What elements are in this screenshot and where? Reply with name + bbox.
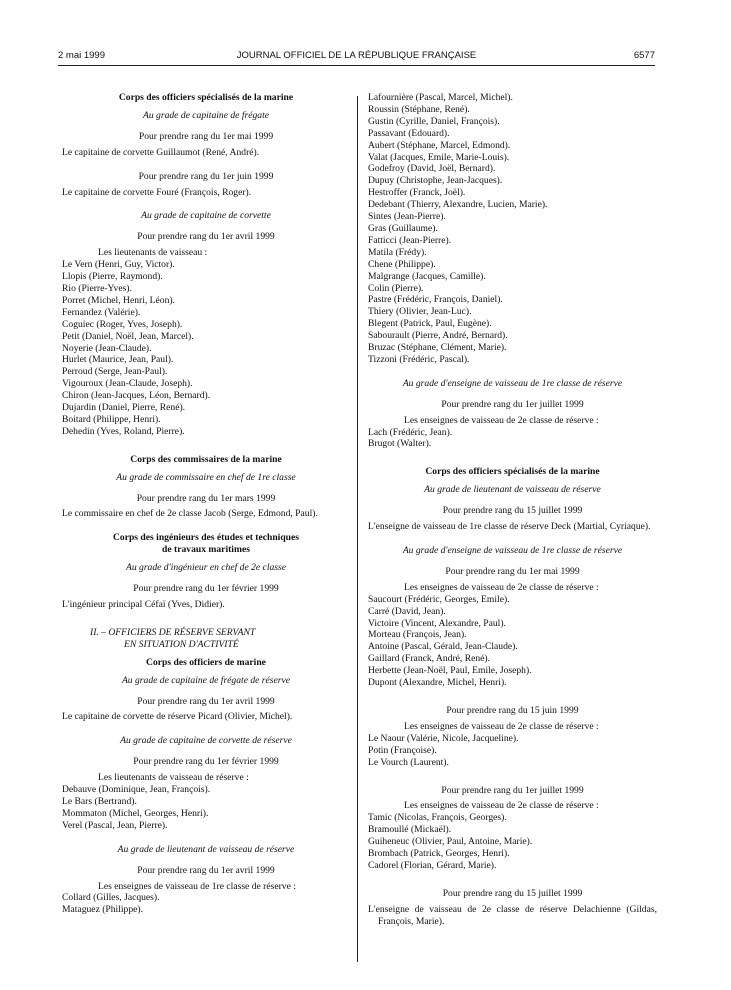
list-item: Matila (Frédy).	[368, 246, 427, 258]
section-heading: Corps des officiers de marine	[146, 656, 266, 668]
list-intro: Les enseignes de vaisseau de 2e classe de réserve :	[404, 720, 599, 732]
rank-date: Pour prendre rang du 1er juillet 1999	[441, 784, 584, 796]
list-item: Sabourault (Pierre, André, Bernard).	[368, 330, 508, 342]
rank-date: Pour prendre rang du 1er mai 1999	[445, 565, 580, 577]
list-item: Porret (Michel, Henri, Léon).	[62, 294, 175, 306]
list-item: Dupont (Alexandre, Michel, Henri).	[368, 677, 507, 689]
list-item: Coguiec (Roger, Yves, Joseph).	[62, 318, 183, 330]
list-item: Lafournière (Pascal, Marcel, Michel).	[368, 92, 513, 103]
rank-date: Pour prendre rang du 15 juillet 1999	[442, 505, 583, 517]
list-item: Thiery (Olivier, Jean-Luc).	[368, 306, 472, 318]
list-item: Boitard (Philippe, Henri).	[62, 413, 161, 425]
list-item: Passavant (Edouard).	[368, 127, 450, 139]
rank-date: Pour prendre rang du 15 juin 1999	[446, 704, 579, 716]
list-intro: Les enseignes de vaisseau de 2e classe de réserve :	[404, 800, 599, 812]
list-item: Valat (Jacques, Emile, Marie-Louis).	[368, 151, 510, 163]
list-item: Blegent (Patrick, Paul, Eugène).	[368, 318, 492, 330]
list-item: Verel (Pascal, Jean, Pierre).	[62, 819, 168, 831]
grade-subheading: Au grade d'enseigne de vaisseau de 1re classe de réserve	[402, 377, 623, 389]
rank-date: Pour prendre rang du 1er avril 1999	[137, 864, 275, 876]
list-item: Morteau (François, Jean).	[368, 629, 467, 641]
name-list	[368, 427, 657, 451]
header-rule	[58, 65, 655, 66]
list-item: Bruzac (Stéphane, Clément, Marie).	[368, 342, 507, 354]
list-item: Brombach (Patrick, Georges, Henri).	[368, 848, 510, 860]
list-item: Gaillard (Franck, André, René).	[368, 653, 491, 665]
list-item: Le Naour (Valérie, Nicole, Jacqueline).	[368, 732, 519, 744]
list-intro: Les lieutenants de vaisseau de réserve :	[98, 772, 249, 784]
list-item: Brugot (Walter).	[368, 438, 432, 450]
rank-date: Pour prendre rang du 1er mai 1999	[138, 130, 274, 142]
name-list	[368, 812, 657, 872]
grade-subheading: Au grade de capitaine de frégate	[142, 109, 270, 121]
grade-subheading: Au grade de lieutenant de vaisseau de réserve	[424, 484, 601, 496]
list-item: Malgrange (Jacques, Camille).	[368, 270, 486, 282]
grade-subheading: Au grade de commissaire en chef de 1re classe	[116, 471, 296, 483]
appointment-text: L'ingénieur principal Céfaï (Yves, Didier).	[62, 599, 225, 610]
name-list	[368, 733, 657, 769]
list-item: Herbette (Jean-Noël, Paul, Emile, Joseph).	[368, 665, 532, 677]
appointment-text: Le capitaine de corvette Guillaumot (René, André).	[62, 146, 260, 158]
list-item: Victoire (Vincent, Alexandre, Paul).	[368, 617, 506, 629]
list-item: Potin (Françoise).	[368, 744, 437, 756]
list-item: Gustin (Cyrille, Daniel, François).	[368, 115, 500, 127]
rank-date: Pour prendre rang du 1er juillet 1999	[441, 398, 584, 410]
list-item: Dujardin (Daniel, Pierre, René).	[62, 402, 186, 414]
list-item: Debauve (Dominique, Jean, François).	[62, 784, 211, 796]
list-intro: Les enseignes de vaisseau de 1re classe de réserve :	[98, 880, 296, 892]
list-item: Dedebant (Thierry, Alexandre, Lucien, Marie).	[368, 199, 548, 211]
list-item: Roussin (Stéphane, René).	[368, 103, 470, 115]
rank-date: Pour prendre rang du 1er février 1999	[133, 583, 279, 595]
list-item: Sintes (Jean-Pierre).	[368, 211, 446, 223]
name-list	[368, 92, 657, 366]
list-item: Hestroffer (Franck, Joël).	[368, 187, 466, 199]
left-column	[62, 92, 350, 916]
list-item: Colin (Pierre).	[368, 282, 424, 294]
grade-subheading: Au grade de capitaine de frégate de réserve	[121, 674, 291, 686]
grade-subheading: Au grade de capitaine de corvette de réserve	[120, 735, 292, 747]
list-item: Pastre (Frédéric, François, Daniel).	[368, 294, 503, 306]
section-heading-line-2: de travaux maritimes	[162, 544, 250, 556]
list-item: Mommaton (Michel, Georges, Henri).	[62, 807, 209, 819]
appointment-text: Le commissaire en chef de 2e classe Jacob (Serge, Edmond, Paul).	[62, 508, 318, 520]
list-item: Fernandez (Valérie).	[62, 306, 141, 318]
list-item: Godefroy (David, Joël, Bernard).	[368, 163, 496, 175]
rank-date: Pour prendre rang du 15 juillet 1999	[442, 887, 583, 899]
list-item: Noyerie (Jean-Claude).	[62, 342, 152, 354]
appointment-text: L'enseigne de vaisseau de 2e classe de réserve Delachienne (Gildas, François, Marie).	[368, 903, 657, 927]
list-intro: Les lieutenants de vaisseau :	[98, 247, 208, 259]
section-heading: Corps des officiers spécialisés de la marine	[425, 466, 600, 478]
list-item: Guiheneuc (Olivier, Paul, Antoine, Marie).	[368, 836, 533, 848]
part-heading: II. – OFFICIERS DE RÉSERVE SERVANT	[90, 626, 256, 638]
list-item: Chene (Philippe).	[368, 258, 436, 270]
list-item: Le Vourch (Laurent).	[368, 756, 449, 768]
page-header	[58, 50, 655, 66]
header-page-number: 6577	[633, 50, 655, 61]
grade-subheading: Au grade d'ingénieur en chef de 2e classe	[125, 562, 287, 574]
grade-subheading: Au grade d'enseigne de vaisseau de 1re classe de réserve	[402, 545, 623, 556]
rank-date: Pour prendre rang du 1er février 1999	[133, 756, 279, 768]
header-journal-title: JOURNAL OFFICIEL DE LA RÉPUBLIQUE FRANÇAISE	[236, 50, 477, 61]
list-item: Collard (Gilles, Jacques).	[62, 892, 160, 904]
list-item: Lach (Frédéric, Jean).	[368, 426, 453, 438]
list-item: Bramoullé (Mickaël).	[368, 824, 452, 836]
section-heading: Corps des officiers spécialisés de la marine	[118, 92, 294, 103]
list-item: Le Vern (Henri, Guy, Victor).	[62, 259, 175, 271]
grade-subheading: Au grade de capitaine de corvette	[141, 210, 271, 222]
right-column	[368, 92, 657, 928]
list-intro: Les enseignes de vaisseau de 2e classe de réserve :	[404, 414, 599, 426]
list-item: Saucourt (Frédéric, Georges, Emile).	[368, 593, 510, 605]
list-item: Aubert (Stéphane, Marcel, Edmond).	[368, 139, 511, 151]
rank-date: Pour prendre rang du 1er avril 1999	[137, 695, 275, 707]
appointment-text: L'enseigne de vaisseau de 1re classe de réserve Deck (Martial, Cyriaque).	[368, 521, 651, 533]
list-item: Carré (David, Jean).	[368, 605, 446, 617]
list-item: Antoine (Pascal, Gérald, Jean-Claude).	[368, 641, 518, 653]
list-item: Tamic (Nicolas, François, Georges).	[368, 812, 507, 824]
list-item: Fatticci (Jean-Pierre).	[368, 234, 452, 246]
list-intro: Les enseignes de vaisseau de 2e classe de réserve :	[404, 581, 599, 593]
list-item: Chiron (Jean-Jacques, Léon, Bernard).	[62, 390, 211, 402]
list-item: Llopis (Pierre, Raymond).	[62, 271, 163, 283]
list-item: Gras (Guillaume).	[368, 222, 438, 234]
header-date: 2 mai 1999	[58, 50, 106, 61]
rank-date: Pour prendre rang du 1er avril 1999	[137, 231, 275, 243]
name-list	[368, 594, 657, 689]
column-divider	[357, 96, 358, 962]
name-list	[62, 259, 350, 438]
section-heading: Corps des ingénieurs des études et techniques	[112, 532, 300, 544]
list-item: Dupuy (Christophe, Jean-Jacques).	[368, 175, 503, 187]
section-heading: Corps des commissaires de la marine	[130, 453, 282, 465]
list-item: Le Bars (Bertrand).	[62, 795, 137, 807]
grade-subheading: Au grade de lieutenant de vaisseau de réserve	[117, 843, 295, 855]
appointment-text: Le capitaine de corvette de réserve Picard (Olivier, Michel).	[62, 711, 293, 723]
rank-date: Pour prendre rang du 1er mars 1999	[136, 492, 276, 504]
list-item: Vigouroux (Jean-Claude, Joseph).	[62, 378, 193, 390]
name-list	[62, 784, 350, 832]
list-item: Dehedin (Yves, Roland, Pierre).	[62, 425, 185, 437]
list-item: Tizzoni (Frédéric, Pascal).	[368, 353, 470, 365]
list-item: Hurlet (Maurice, Jean, Paul).	[62, 354, 174, 366]
list-item: Cadorel (Florian, Gérard, Marie).	[368, 859, 497, 871]
part-heading-line-2: EN SITUATION D'ACTIVITÉ	[124, 638, 239, 650]
list-item: Perroud (Serge, Jean-Paul).	[62, 366, 168, 378]
list-item: Rio (Pierre-Yves).	[62, 282, 132, 294]
list-item: Petit (Daniel, Noël, Jean, Marcel).	[62, 330, 194, 342]
list-item: Mataguez (Philippe).	[62, 904, 143, 916]
appointment-text: Le capitaine de corvette Fouré (François, Roger).	[62, 186, 252, 198]
name-list	[62, 892, 350, 916]
rank-date: Pour prendre rang du 1er juin 1999	[138, 170, 274, 182]
